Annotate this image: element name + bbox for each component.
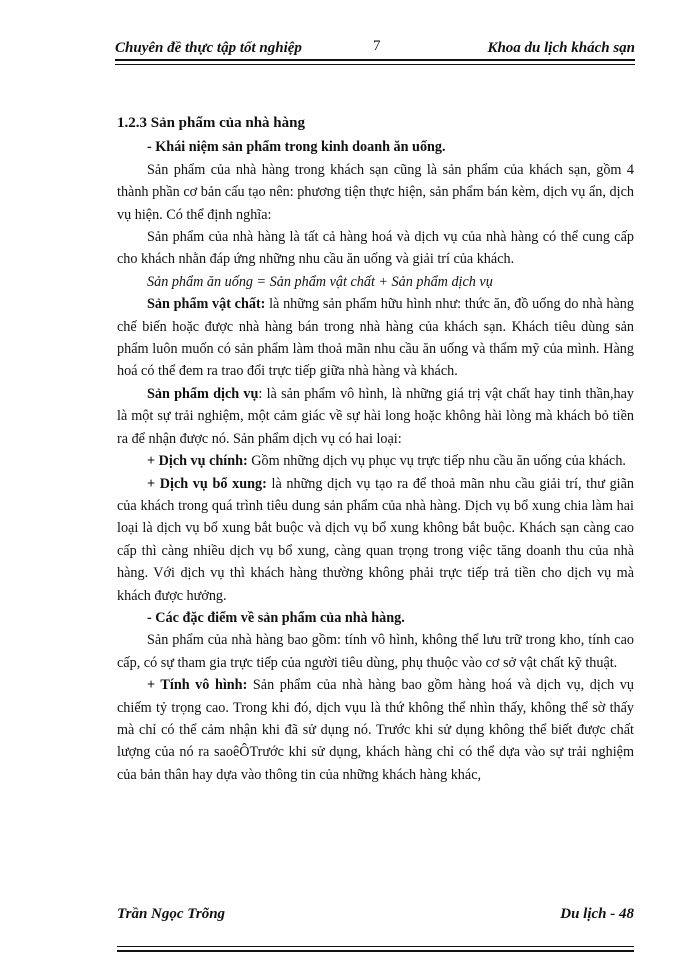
term-text: là những dịch vụ tạo ra để thoả mãn nhu cầu giải trí, thư giãn của khách trong quá trình tiêu dung sản phẩm của nhà hàng. Dịch vụ bổ xung chia làm hai loại là dịch vụ bổ xung bắt buộc và dịch vụ bổ xung không bắt buộc. Khách sạn càng cao cấp thì càng nhiều dịch vụ bổ xung, càng quan trọng trong việc tăng doanh thu của nhà hàng. Với dịch vụ thì khách hàng thường không phải trực tiếp trả tiền cho dịch vụ mà khách được hưởng. (117, 475, 634, 604)
paragraph: Sản phẩm của nhà hàng trong khách sạn cũng là sản phẩm của khách sạn, gồm 4 thành phần cơ bản cấu tạo nên: phương tiện thực hiện, sản phẩm bán kèm, dịch vụ ẩn, dịch vụ hiện. Có thể định nghĩa: (117, 161, 634, 223)
subheading-characteristics: - Các đặc điểm về sản phẩm của nhà hàng. (147, 609, 405, 626)
subheading-concept: - Khái niệm sản phẩm trong kinh doanh ăn uống. (147, 139, 446, 156)
section-title: 1.2.3 Sản phẩm của nhà hàng (117, 115, 305, 131)
header-rule-thin (115, 64, 635, 65)
paragraph: Sản phẩm của nhà hàng là tất cả hàng hoá và dịch vụ của nhà hàng có thể cung cấp cho khách nhằn đáp ứng những nhu cầu ăn uống và giải trí của khách. (117, 229, 634, 268)
footer-class: Du lịch - 48 (560, 906, 634, 922)
footer-rule (117, 950, 634, 952)
term-label: + Dịch vụ chính: (147, 453, 248, 470)
formula: Sản phẩm ăn uống = Sản phẩm vật chất + Sản phẩm dịch vụ (147, 273, 493, 290)
paragraph: Sản phẩm của nhà hàng bao gồm: tính vô hình, không thể lưu trữ trong kho, tính cao cấp, có sự tham gia trực tiếp của người tiêu dùng, phụ thuộc vào cơ sở vật chất kỹ thuật. (117, 632, 634, 671)
term-label: + Tính vô hình: (147, 677, 248, 694)
paragraph (117, 473, 634, 607)
paragraph (117, 293, 634, 383)
footer-author: Trần Ngọc Trõng (117, 906, 226, 922)
term-text: là những sản phẩm hữu hình như: thức ăn, đồ uống do nhà hàng chế biến hoặc được nhà hàng bán trong nhà hàng của khách sạn. Khách tiêu dùng sản phẩm luôn muốn có sản phẩm làm thoả mãn nhu cầu ăn uống và thẩm mỹ của mình. Hàng hoá có thể đem ra trao đổi trực tiếp giữa nhà hàng và khách. (117, 296, 634, 380)
paragraph (117, 674, 634, 786)
page-footer (117, 898, 634, 958)
paragraph (117, 450, 634, 472)
header-rule (115, 59, 635, 61)
header-page-number: 7 (373, 38, 381, 54)
footer-rule-thin (117, 946, 634, 947)
term-label: Sản phẩm vật chất: (147, 296, 266, 313)
term-label: + Dịch vụ bổ xung: (147, 475, 267, 492)
term-text: Gồm những dịch vụ phục vụ trực tiếp nhu cầu ăn uống của khách. (247, 453, 626, 470)
header-report-title: Chuyên đề thực tập tốt nghiệp (115, 40, 302, 56)
paragraph (117, 383, 634, 450)
term-label: Sản phẩm dịch vụ (147, 385, 259, 402)
document-body (117, 112, 634, 786)
header-faculty: Khoa du lịch khách sạn (487, 40, 635, 56)
page-header (115, 36, 635, 58)
term-text: : là sản phẩm vô hình, là những giá trị vật chất hay tinh thần,hay là một sự trải nghiệm, một cảm giác về sự hài long hoặc không hài lòng mà khách bỏ tiền ra để nhận được nó. Sản phẩm dịch vụ có hai loại: (117, 385, 634, 447)
term-text: Sản phẩm của nhà hàng bao gồm hàng hoá và dịch vụ, dịch vụ chiếm tỷ trọng cao. Trong khi đó, dịch vụu là thứ không thể nhìn thấy, không thể sờ thấy mà chỉ có thể cảm nhận khi đã sử dụng nó. Trước khi sử dụng không thể biết được chất lượng của nó ra saoêÔTrước khi sử dụng, khách hàng chỉ có thể dựa vào sự trải nghiệm của bản thân hay dựa vào thông tin của những khách hàng khác, (117, 677, 634, 783)
